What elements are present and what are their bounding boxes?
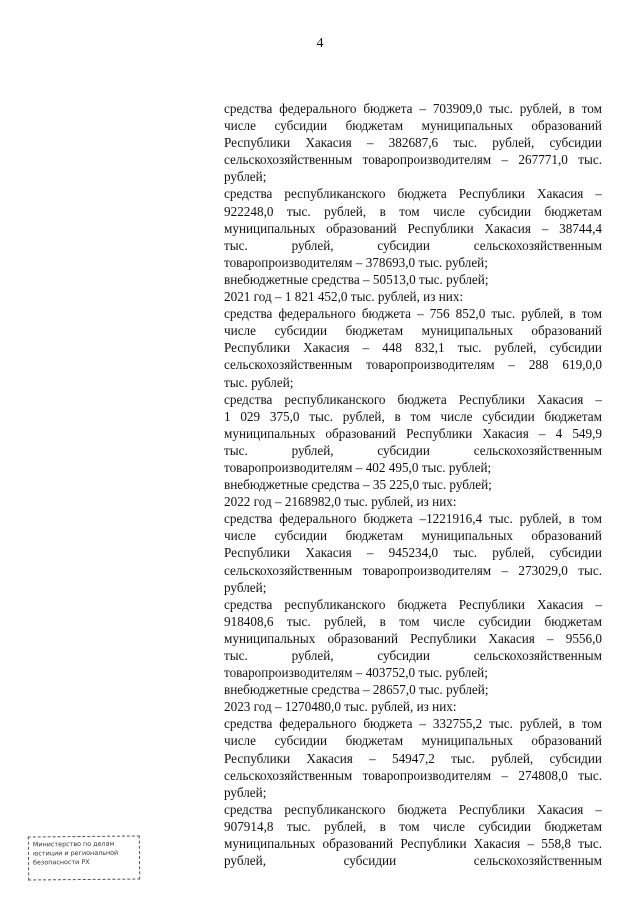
text-line: товаропроизводителям – 378693,0 тыс. рублей; xyxy=(224,254,488,270)
stamp-text: безопасности РХ xyxy=(33,857,90,867)
text-line: числе субсидии бюджетам муниципальных образований xyxy=(224,118,602,134)
text-line: тыс. рублей; xyxy=(224,374,294,390)
text-line: числе субсидии бюджетам муниципальных образований xyxy=(224,733,602,749)
text-line: числе субсидии бюджетам муниципальных образований xyxy=(224,323,602,339)
text-line: 1 029 375,0 тыс. рублей, в том числе субсидии бюджетам xyxy=(224,408,602,424)
text-line: муниципальных образований Республики Хакасия – 9556,0 xyxy=(224,630,602,646)
stamp-text: юстиции и региональной xyxy=(32,848,119,858)
text-line: внебюджетные средства – 50513,0 тыс. рублей; xyxy=(224,271,489,287)
text-line: средства федерального бюджета – 332755,2 тыс. рублей, в том xyxy=(224,716,602,732)
text-line: тыс. рублей, субсидии сельскохозяйственным xyxy=(224,237,602,253)
text-line: рублей; xyxy=(224,579,267,595)
text-line: 2021 год – 1 821 452,0 тыс. рублей, из них: xyxy=(224,289,464,305)
text-line: муниципальных образований Республики Хакасия – 558,8 тыс. xyxy=(224,836,602,852)
text-line: средства республиканского бюджета Республики Хакасия – xyxy=(224,596,602,612)
page-number: 4 xyxy=(316,36,324,51)
text-line: товаропроизводителям – 402 495,0 тыс. рублей; xyxy=(224,459,492,475)
text-line: рублей, субсидии сельскохозяйственным xyxy=(224,853,602,869)
text-line: средства республиканского бюджета Республики Хакасия – xyxy=(224,186,602,202)
text-line: товаропроизводителям – 403752,0 тыс. рублей; xyxy=(224,665,488,681)
text-line: рублей; xyxy=(224,784,267,800)
text-line: сельскохозяйственным товаропроизводителям – 274808,0 тыс. xyxy=(224,767,602,783)
text-line: рублей; xyxy=(224,169,267,185)
text-line: средства федерального бюджета – 703909,0 тыс. рублей, в том xyxy=(224,101,602,116)
text-line: 2022 год – 2168982,0 тыс. рублей, из них: xyxy=(224,494,457,510)
text-line: 918408,6 тыс. рублей, в том числе субсидии бюджетам xyxy=(224,613,602,629)
registration-stamp xyxy=(28,836,140,881)
text-line: 922248,0 тыс. рублей, в том числе субсидии бюджетам xyxy=(224,203,602,219)
text-line: средства федерального бюджета –1221916,4 тыс. рублей, в том xyxy=(224,511,602,527)
text-line: 907914,8 тыс. рублей, в том числе субсидии бюджетам xyxy=(224,818,602,834)
text-line: внебюджетные средства – 35 225,0 тыс. рублей; xyxy=(224,477,492,493)
text-line: числе субсидии бюджетам муниципальных образований xyxy=(224,528,602,544)
text-line: внебюджетные средства – 28657,0 тыс. рублей; xyxy=(224,682,489,698)
text-line: Республики Хакасия – 382687,6 тыс. рублей, субсидии xyxy=(224,135,602,151)
text-line: Республики Хакасия – 448 832,1 тыс. рублей, субсидии xyxy=(224,340,602,356)
text-line: Республики Хакасия – 945234,0 тыс. рублей, субсидии xyxy=(224,545,602,561)
text-line: средства федерального бюджета – 756 852,0 тыс. рублей, в том xyxy=(224,306,602,322)
text-line: сельскохозяйственным товаропроизводителям – 288 619,0,0 xyxy=(224,357,602,373)
text-line: муниципальных образований Республики Хакасия – 38744,4 xyxy=(224,220,602,236)
text-line: Республики Хакасия – 54947,2 тыс. рублей, субсидии xyxy=(224,750,602,766)
text-line: 2023 год – 1270480,0 тыс. рублей, из них: xyxy=(224,699,457,715)
text-line: сельскохозяйственным товаропроизводителям – 273029,0 тыс. xyxy=(224,562,602,578)
text-line: средства республиканского бюджета Республики Хакасия – xyxy=(224,391,602,407)
document-body xyxy=(224,100,602,869)
stamp-text: Министерство по делам xyxy=(32,839,115,849)
text-line: тыс. рублей, субсидии сельскохозяйственным xyxy=(224,648,602,663)
text-line: тыс. рублей, субсидии сельскохозяйственным xyxy=(224,442,602,458)
text-line: сельскохозяйственным товаропроизводителям – 267771,0 тыс. xyxy=(224,152,602,168)
text-line: средства республиканского бюджета Республики Хакасия – xyxy=(224,801,602,817)
text-line: муниципальных образований Республики Хакасия – 4 549,9 xyxy=(224,425,602,441)
